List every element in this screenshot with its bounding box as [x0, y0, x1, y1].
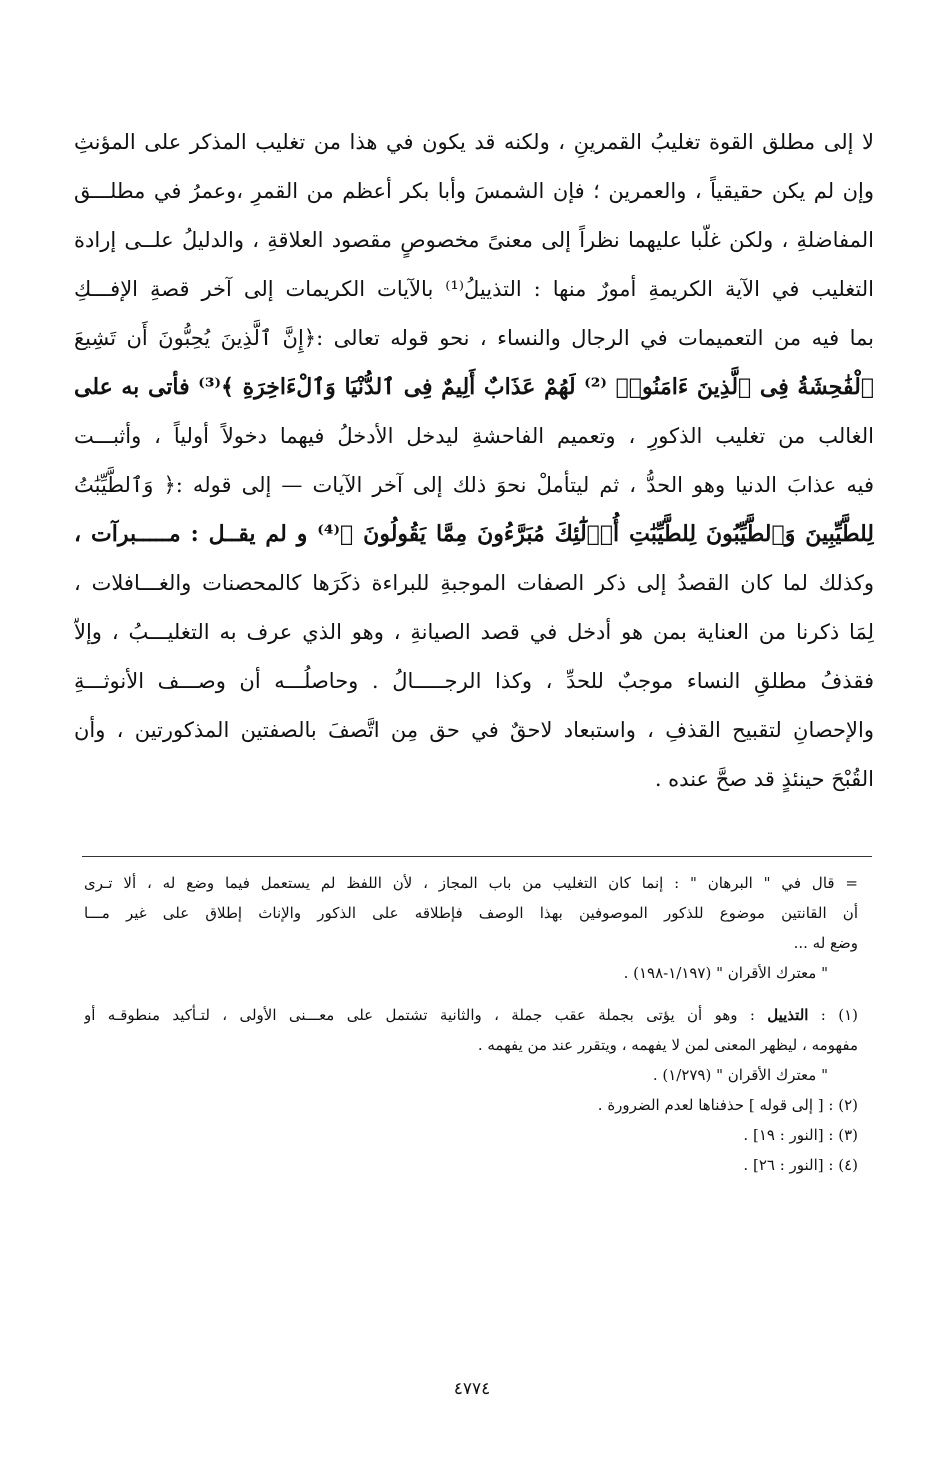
body-line-7: الغالب من تغليب الذكورِ ، وتعميم الفاحشةِ ليدخل الأدخلُ فيهما دخولاً أولياً ، وأثبـــت [74, 424, 874, 448]
footnote-1-term: التذييل [767, 1006, 809, 1024]
body-line-13: والإحصانِ لتقبيح القذفِ ، واستبعاد لاحقٌ في حق مِن اتَّصفَ بالصفتين المذكورتين ، وأن [74, 718, 874, 742]
footnote-4: (٤) : [النور : ٢٦] . [743, 1156, 858, 1174]
body-line-3: المفاضلةِ ، ولكن غلّبا عليهما نظراً إلى معنىً مخصوصٍ مقصود العلاقةِ ، والدليلُ علــى إرادة [74, 228, 874, 252]
page-number: ٤٧٧٤ [453, 1379, 491, 1399]
footnote-3: (٣) : [النور : ١٩] . [743, 1126, 858, 1144]
footnote-1-source: " معترك الأقران " (١/٢٧٩) . [652, 1066, 828, 1084]
footnotes-section [84, 868, 858, 1180]
footnote-continuation-source: " معترك الأقران " (١/١٩٧-١٩٨) . [623, 964, 828, 982]
footnote-1-text: : وهو أن يؤتى بجملة عقب جملة ، والثانية تشتمل على معـــنى الأولى ، لتـأكيد منطوقـه أو [84, 1006, 768, 1024]
body-line-1: لا إلى مطلق القوة تغليبُ القمرينِ ، ولكنه قد يكون في هذا من تغليب المذكر على المؤنثِ [74, 130, 874, 154]
footnote-2: (٢) : [ إلى قوله ] حذفناها لعدم الضرورة . [597, 1096, 858, 1114]
body-line-8: فيه عذابَ الدنيا وهو الحدُّ ، ثم ليتأملْ نحوَ ذلك إلى آخر الآيات — إلى قوله :﴿ وَٱلطَّيِّبَٰتُ [74, 473, 874, 497]
body-line-6-quran: ٱلْفَٰحِشَةُ فِى ٱلَّذِينَ ءَامَنُوا۟ ⁽²⁾ لَهُمْ عَذَابٌ أَلِيمٌ فِى ٱلدُّنْيَا وَٱلْءَاخِرَةِ ﴾⁽³⁾ فأتى به على [74, 374, 874, 400]
body-line-10: وكذلك لما كان القصدُ إلى ذكر الصفات الموجبةِ للبراءة ذكَرَها كالمحصنات والغـــافلات ، [74, 571, 874, 595]
body-line-5: بما فيه من التعميمات في الرجال والنساء ، نحو قوله تعالى :﴿إِنَّ ٱلَّذِينَ يُحِبُّونَ أَن تَشِيعَ [74, 326, 874, 350]
footnote-1-line-2: مفهومه ، ليظهر المعنى لمن لا يفهمه ، ويتقرر عند من يفهمه . [477, 1036, 858, 1054]
footnote-1-marker: (١) : [820, 1006, 858, 1024]
body-line-9-quran: لِلطَّيِّبِينَ وَٱلطَّيِّبُونَ لِلطَّيِّبَٰتِ أُو۟لَٰٓئِكَ مُبَرَّءُونَ مِمَّا يَقُولُونَ ﴾⁽⁴⁾ و لم يقــل : مـــــبرآت ، [74, 521, 874, 547]
footnote-continuation-line-3: وضع له ... [793, 934, 858, 952]
body-line-2: وإن لم يكن حقيقياً ، والعمرين ؛ فإن الشمسَ وأبا بكر أعظم من القمرِ ،وعمرُ في مطلـــق [74, 179, 874, 203]
body-line-4: التغليب في الآية الكريمةِ أمورٌ منها : التذييلُ⁽¹⁾ بالآيات الكريمات إلى آخر قصةِ الإفـــكِ [74, 277, 874, 301]
footnote-continuation-line-2: أن القانتين موضوع للذكور الموصوفين بهذا الوصف فإطلاقه على الذكور والإناث إطلاق على غير مـــا [84, 904, 858, 922]
body-line-12: فقذفُ مطلقِ النساء موجبٌ للحدِّ ، وكذا الرجـــــالُ . وحاصلُـــه أن وصـــف الأنوثـــةِ [74, 669, 874, 693]
body-line-11: لِمَا ذكرنا من العناية بمن هو أدخل في قصد الصيانةِ ، وهو الذي عرف به التغليـــبُ ، وإلاّ [74, 620, 874, 644]
main-body-text [74, 118, 874, 804]
footnote-separator [82, 856, 872, 857]
footnote-1 [84, 1000, 858, 1030]
body-line-14: القُبْحَ حينئذٍ قد صحَّ عنده . [654, 767, 874, 791]
footnote-continuation-line-1: = قال في " البرهان " : إنما كان التغليب من باب المجاز ، لأن اللفظ لم يستعمل فيما وضع له ، ألا تـرى [84, 874, 858, 892]
